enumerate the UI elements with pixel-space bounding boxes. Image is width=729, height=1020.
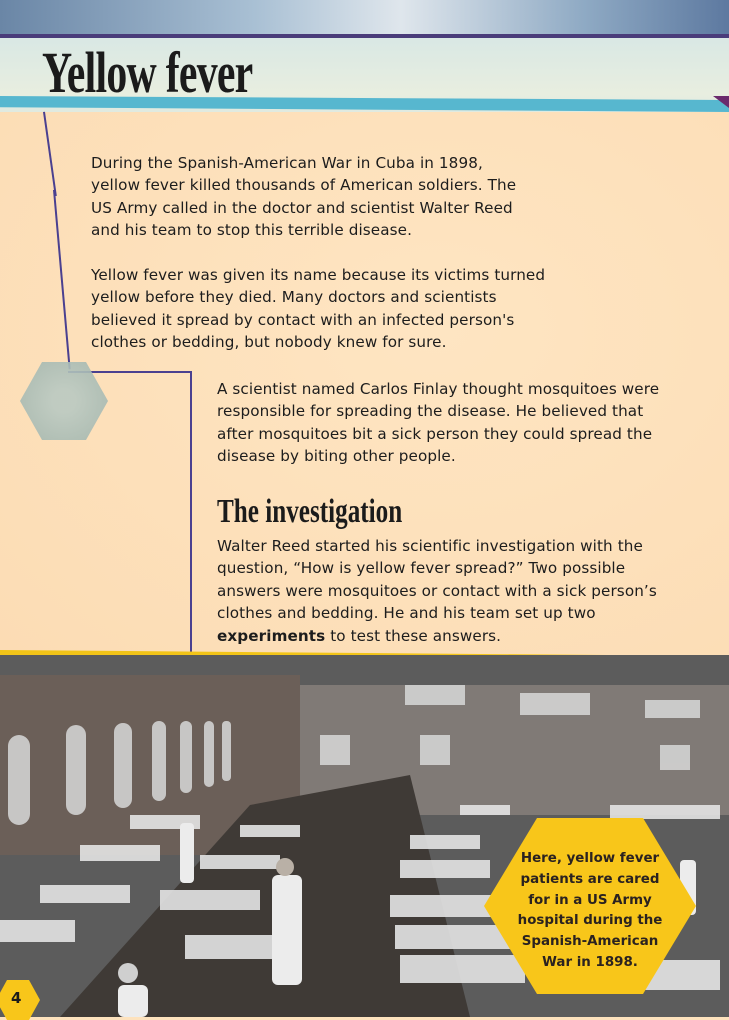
intro-paragraph: During the Spanish-American War in Cuba in 1898, yellow fever killed thousands of American soldiers. The US Army called in the doctor and scientist Walter Reed and his team to stop this terrible disease. (91, 154, 517, 240)
finlay-paragraph: A scientist named Carlos Finlay thought mosquitoes were responsible for spreading the disease. He believed that after mosquitoes bit a sick person they could spread the disease by biting other people. (217, 380, 660, 466)
investigation-text-start: Walter Reed started his scientific investigation with the question, “How is yellow fever spread?” Two possible answers were mosquitoes or contact with a sick person’s clothes and bedding. He and his team set up two (217, 537, 657, 623)
section-heading: The investigation (217, 493, 403, 530)
glossary-term-experiments: experiments (217, 626, 326, 645)
investigation-text-end: to test these answers. (325, 626, 502, 645)
investigation-paragraph (217, 535, 677, 647)
guide-line-vertical-3 (190, 371, 192, 661)
page-number: 4 (11, 989, 22, 1007)
photo-caption: Here, yellow fever patients are cared for in a US Army hospital during the Spanish-American War in 1898. (517, 851, 663, 970)
header-pattern-strip (0, 0, 729, 38)
page-title: Yellow fever (42, 40, 253, 105)
name-origin-paragraph: Yellow fever was given its name because its victims turned yellow before they died. Many doctors and scientists believed it spread by contact with an infected person's clothes or bedding, but nobody knew for sure. (91, 266, 546, 352)
